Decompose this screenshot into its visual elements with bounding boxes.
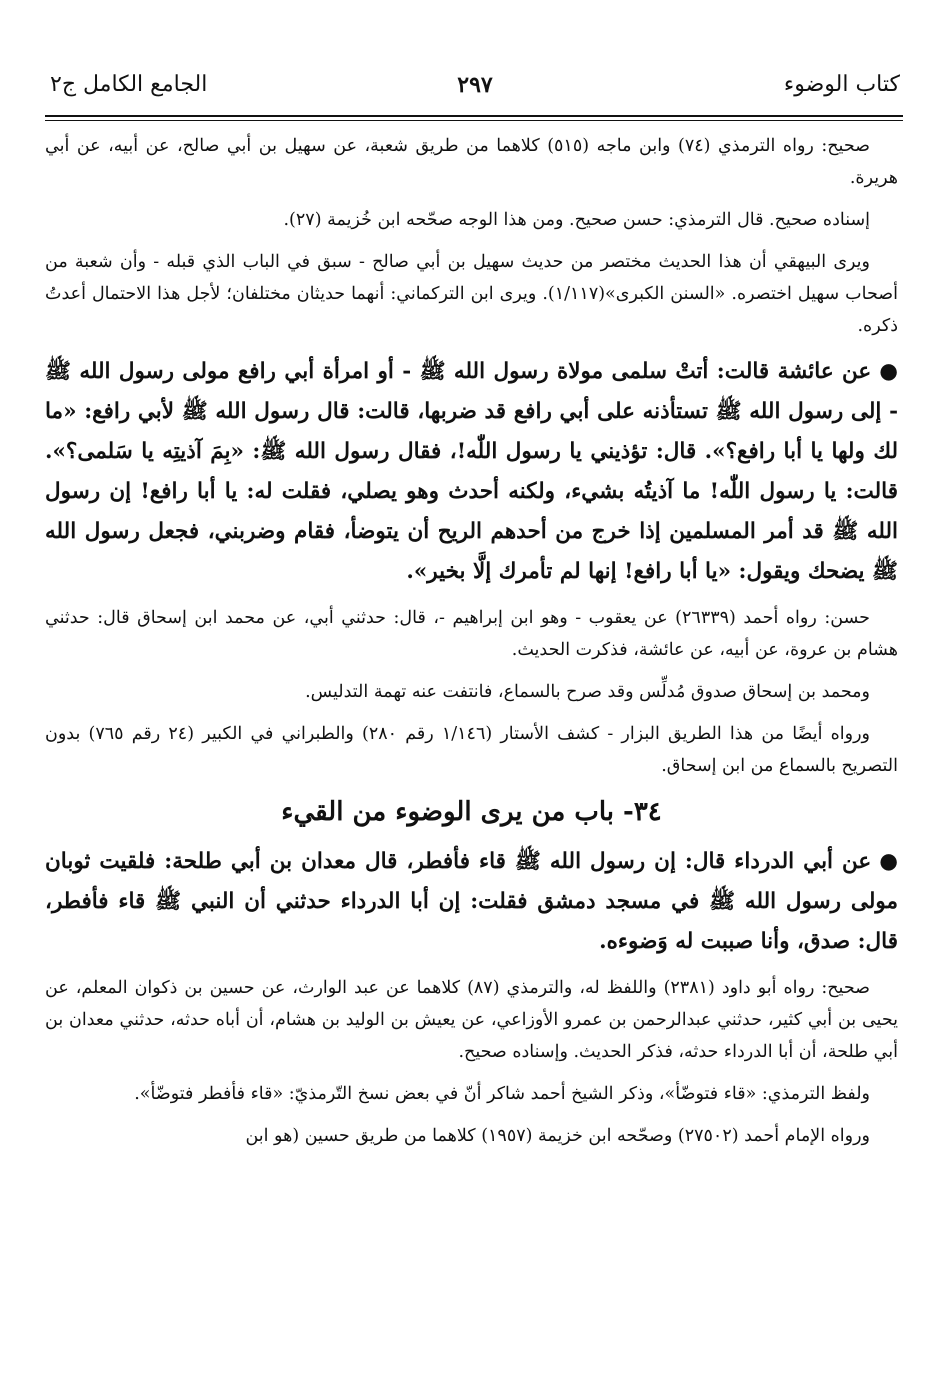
bullet-icon: ●: [879, 359, 898, 384]
takhrij-note: ولفظ الترمذي: «قاء فتوضّأ»، وذكر الشيخ أحمد شاكر أنّ في بعض نسخ التّرمذيّ: «قاء فأفطر فتوضّأ».: [134, 1084, 870, 1104]
takhrij-note: ورواه أيضًا من هذا الطريق البزار - كشف الأستار (١/١٤٦ رقم ٢٨٠) والطبراني في الكبير (٢٤ رقم ٧٦٥) بدون التصريح بالسماع من ابن إسحاق.: [45, 724, 898, 776]
hadith-text: [45, 352, 898, 592]
book-title: الجامع الكامل ج٢: [50, 72, 208, 97]
takhrij-note: صحيح: رواه أبو داود (٢٣٨١) واللفظ له، والترمذي (٨٧) كلاهما عن عبد الوارث، عن حسين بن ذكوان المعلم، عن يحيى بن أبي كثير، حدثني عبدالرحمن بن عمرو الأوزاعي، عن يعيش بن الوليد بن هشام، أن أباه حدثه، حدثني معدان بن أبي طلحة، أن أبا الدرداء حدثه، فذكر الحديث. وإسناده صحيح.: [45, 978, 898, 1062]
takhrij-note: ويرى البيهقي أن هذا الحديث مختصر من حديث سهيل بن أبي صالح - سبق في الباب الذي قبله - وأن شعبة من أصحاب سهيل اختصره. «السنن الكبرى»(١/١١٧). ويرى ابن التركماني: أنهما حديثان مختلفان؛ لأجل هذا الاحتمال أعدتُ ذكره.: [45, 252, 898, 336]
hadith-body: عن أبي الدرداء قال: إن رسول الله ﷺ قاء فأفطر، قال معدان بن أبي طلحة: فلقيت ثوبان مولى رسول الله ﷺ في مسجد دمشق فقلت: إن أبا الدرداء حدثني أن النبي ﷺ قاء فأفطر، قال: صدق، وأنا صببت له وَضوءه.: [45, 849, 898, 954]
takhrij-note: ومحمد بن إسحاق صدوق مُدلِّس وقد صرح بالسماع، فانتفت عنه تهمة التدليس.: [305, 682, 870, 702]
book-section-title: كتاب الوضوء: [783, 72, 900, 97]
page-body: [45, 130, 898, 1162]
takhrij-note: ورواه الإمام أحمد (٢٧٥٠٢) وصحّحه ابن خزيمة (١٩٥٧) كلاهما من طريق حسين (هو ابن: [245, 1126, 870, 1146]
takhrij-note: إسناده صحيح. قال الترمذي: حسن صحيح. ومن هذا الوجه صحّحه ابن خُزيمة (٢٧).: [283, 210, 870, 230]
chapter-heading: ٣٤- باب من يرى الوضوء من القيء: [281, 797, 662, 827]
takhrij-note: حسن: رواه أحمد (٢٦٣٣٩) عن يعقوب - وهو ابن إبراهيم -، قال: حدثني أبي، عن محمد ابن إسحاق قال: حدثني هشام بن عروة، عن أبيه، عن عائشة، فذكرت الحديث.: [45, 608, 898, 660]
page-number: ٢٩٧: [457, 72, 493, 98]
takhrij-note: صحيح: رواه الترمذي (٧٤) وابن ماجه (٥١٥) كلاهما من طريق شعبة، عن سهيل بن أبي صالح، عن أبيه، عن أبي هريرة.: [45, 136, 898, 188]
header-divider-thick: [45, 115, 903, 117]
header-divider-thin: [45, 120, 903, 121]
bullet-icon: ●: [879, 849, 898, 874]
hadith-text: [45, 842, 898, 962]
hadith-body: عن عائشة قالت: أتتْ سلمى مولاة رسول الله ﷺ - أو امرأة أبي رافع مولى رسول الله ﷺ - إلى رسول الله ﷺ تستأذنه على أبي رافع قد ضربها، قالت: قال رسول الله ﷺ لأبي رافع: «ما لك ولها يا أبا رافع؟». قال: تؤذيني يا رسول اللّٰه!، فقال رسول الله ﷺ: «بِمَ آذيتِه يا سَلمى؟». قالت: يا رسول اللّٰه! ما آذيتُه بشيء، ولكنه أحدث وهو يصلي، فقلت له: يا أبا رافع! إن رسول الله ﷺ قد أمر المسلمين إذا خرج من أحدهم الريح أن يتوضأ، فقام وضربني، فجعل رسول الله ﷺ يضحك ويقول: «يا أبا رافع! إنها لم تأمرك إلَّا بخير».: [45, 359, 898, 584]
page-header: [50, 66, 900, 106]
